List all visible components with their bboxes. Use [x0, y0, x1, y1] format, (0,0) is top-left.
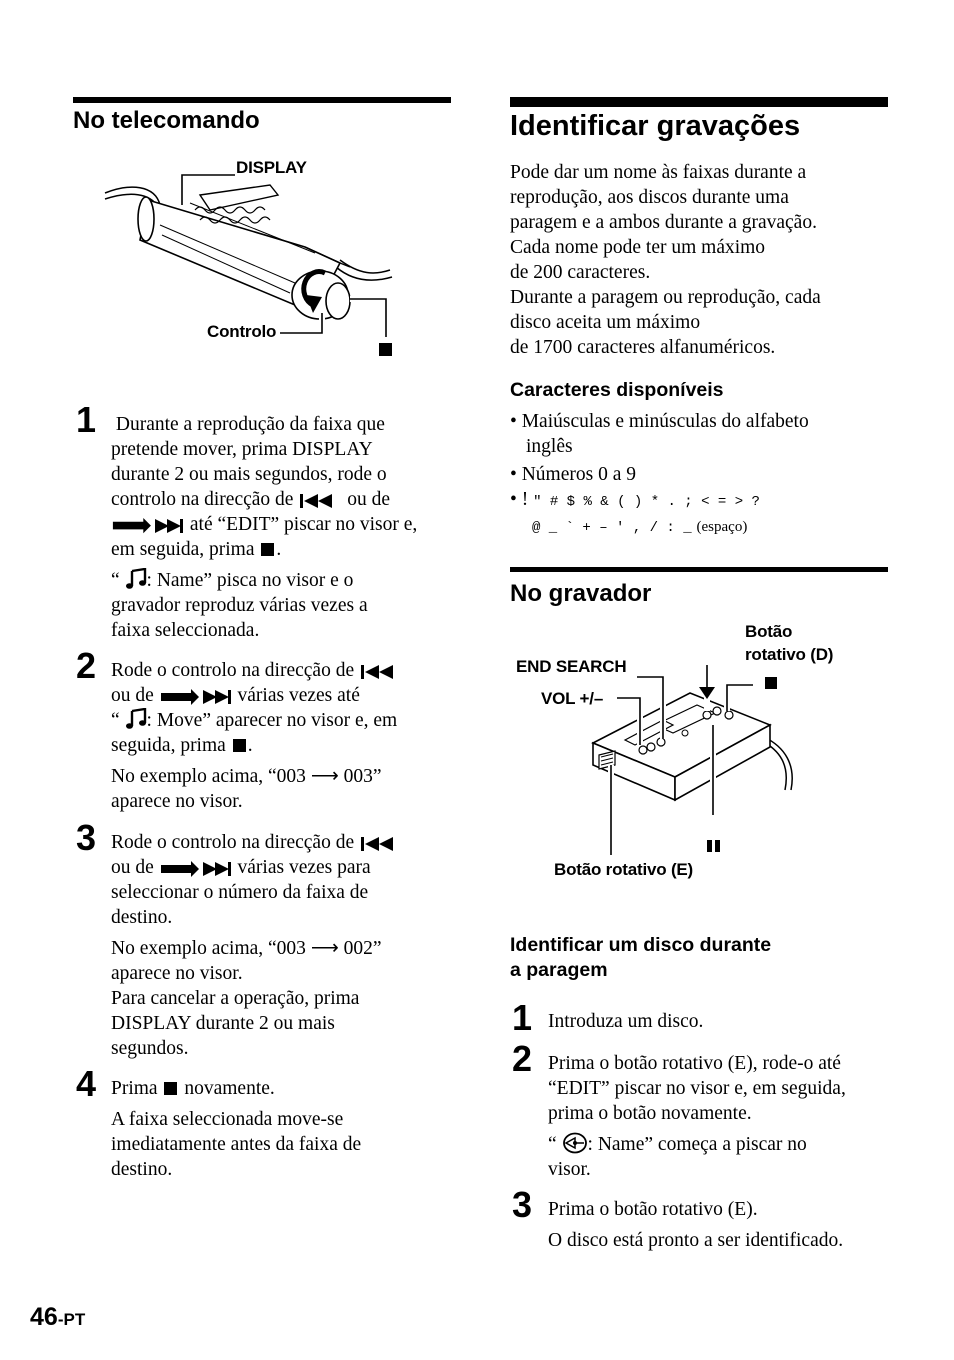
rec-step-2-text [548, 1051, 898, 1182]
recorder-heading-rule [510, 567, 888, 572]
step-3-note: No exemplo acima, “003 ⟶ 002” [111, 938, 382, 959]
chars-bullet: inglês [526, 436, 573, 457]
control-label: Controlo [207, 322, 277, 341]
intro-line: Cada nome pode ter um máximo [510, 237, 766, 258]
intro-line: paragem e a ambos durante a gravação. [510, 212, 817, 233]
intro-line: disco aceita um máximo [510, 312, 701, 333]
stop-icon [164, 1082, 177, 1095]
next-track-icon [159, 689, 233, 705]
step-1-text [111, 412, 456, 643]
step-1-line: em seguida, prima . [111, 539, 282, 560]
step-3-note: DISPLAY durante 2 ou mais [111, 1013, 335, 1034]
dial-e-label: Botão rotativo (E) [554, 860, 694, 879]
rec-step-2-number: 2 [512, 1038, 533, 1079]
step-1-line: pretende mover, prima DISPLAY [111, 439, 373, 460]
recorder-illustration [585, 665, 810, 860]
step-1-line: até “EDIT” piscar no visor e, [111, 512, 456, 537]
arrow-icon: ⟶ [310, 766, 339, 787]
chars-bullet: • Números 0 a 9 [510, 464, 636, 485]
pause-icon [707, 840, 721, 852]
left-heading-rule [73, 97, 451, 103]
step-1-note: gravador reproduz várias vezes a [111, 595, 368, 616]
page-number: 46-PT [30, 1303, 86, 1331]
remote-heading: No telecomando [73, 107, 260, 134]
step-4-note: A faixa seleccionada move-se [111, 1109, 344, 1130]
music-note-icon [125, 568, 147, 590]
step-3-line: ou de várias vezes para [111, 857, 371, 878]
step-4-line: Prima novamente. [111, 1078, 275, 1099]
intro-line: Durante a paragem ou reprodução, cada [510, 287, 821, 308]
rec-step-2-line: Prima o botão rotativo (E), rode-o até [548, 1053, 841, 1074]
step-1-line: Durante a reprodução da faixa que [115, 414, 385, 435]
vol-label: VOL +/– [541, 689, 604, 708]
next-track-icon [159, 861, 233, 877]
rec-step-2-line: prima o botão novamente. [548, 1103, 752, 1124]
main-heading-rule [510, 97, 888, 107]
step-3-text [111, 830, 456, 1061]
intro-text [510, 160, 890, 360]
rec-step-1-text: Introduza um disco. [548, 1011, 704, 1032]
stop-symbol [379, 343, 392, 356]
step-2-number: 2 [76, 645, 97, 686]
step-4-text [111, 1076, 456, 1182]
step-1-number: 1 [76, 399, 97, 440]
next-track-icon [111, 518, 185, 534]
step-3-note: Para cancelar a operação, prima [111, 988, 360, 1009]
step-1-line: controlo na direcção de ou de [111, 489, 390, 510]
step-3-line: Rode o controlo na direcção de [111, 830, 456, 855]
step-2-note: aparece no visor. [111, 791, 243, 812]
rec-step-2-line: “EDIT” piscar no visor e, em seguida, [548, 1078, 846, 1099]
stop-icon [233, 739, 246, 752]
step-1-note: “ : Name” pisca no visor e o [111, 570, 354, 591]
rec-step-2-note: “ : Name” começa a piscar no [548, 1134, 807, 1155]
step-4-note: imediatamente antes da faixa de [111, 1134, 362, 1155]
step-2-line: “ : Move” aparecer no visor e, em [111, 710, 398, 731]
prev-track-icon [359, 836, 403, 852]
chars-heading: Caracteres disponíveis [510, 379, 724, 401]
intro-line: de 1700 caracteres alfanuméricos. [510, 337, 776, 358]
rec-step-3-line: Prima o botão rotativo (E). [548, 1199, 758, 1220]
step-1-line: durante 2 ou mais segundos, rode o [111, 464, 387, 485]
intro-line: Pode dar um nome às faixas durante a [510, 162, 807, 183]
chars-bullet: @ _ ` + – ' , / : _ (espaço) [532, 519, 748, 536]
display-label: DISPLAY [236, 158, 307, 177]
step-3-line: destino. [111, 907, 173, 928]
rec-step-3-line: O disco está pronto a ser identificado. [548, 1230, 844, 1251]
step-2-note: No exemplo acima, “003 ⟶ 003” [111, 766, 382, 787]
sub-heading-line: a paragem [510, 959, 608, 981]
dial-d-label-1: Botão [745, 622, 793, 641]
sub-heading [510, 933, 771, 983]
step-2-line: ou de várias vezes até [111, 685, 360, 706]
rec-step-1-number: 1 [512, 997, 533, 1038]
step-3-line: seleccionar o número da faixa de [111, 882, 369, 903]
prev-track-icon [359, 664, 403, 680]
main-heading: Identificar gravações [510, 110, 801, 142]
stop-symbol [765, 677, 777, 689]
rec-step-3-number: 3 [512, 1184, 533, 1225]
intro-line: de 200 caracteres. [510, 262, 651, 283]
step-4-number: 4 [76, 1063, 97, 1104]
rec-step-2-note: visor. [548, 1159, 591, 1180]
stop-icon [261, 543, 274, 556]
step-4-note: destino. [111, 1159, 173, 1180]
chars-bullet: • ! " # $ % & ( ) * . ; < = > ? [510, 489, 760, 510]
disc-icon [562, 1132, 588, 1154]
rec-step-3-text [548, 1197, 898, 1253]
chars-list [510, 409, 890, 539]
step-3-number: 3 [76, 817, 97, 858]
prev-track-icon [298, 493, 342, 509]
dial-d-label-2: rotativo (D) [745, 645, 834, 664]
end-search-label: END SEARCH [516, 657, 627, 676]
step-2-line: seguida, prima . [111, 735, 253, 756]
sub-heading-line: Identificar um disco durante [510, 934, 772, 956]
intro-line: reprodução, aos discos durante uma [510, 187, 789, 208]
step-3-note: segundos. [111, 1038, 189, 1059]
step-2-text [111, 658, 456, 814]
chars-bullet: • Maiúsculas e minúsculas do alfabeto [510, 411, 809, 432]
step-1-note: faixa seleccionada. [111, 620, 260, 641]
recorder-heading: No gravador [510, 580, 652, 607]
step-2-line: Rode o controlo na direcção de [111, 658, 456, 683]
step-3-note: aparece no visor. [111, 963, 243, 984]
music-note-icon [125, 708, 147, 730]
arrow-icon: ⟶ [310, 938, 339, 959]
